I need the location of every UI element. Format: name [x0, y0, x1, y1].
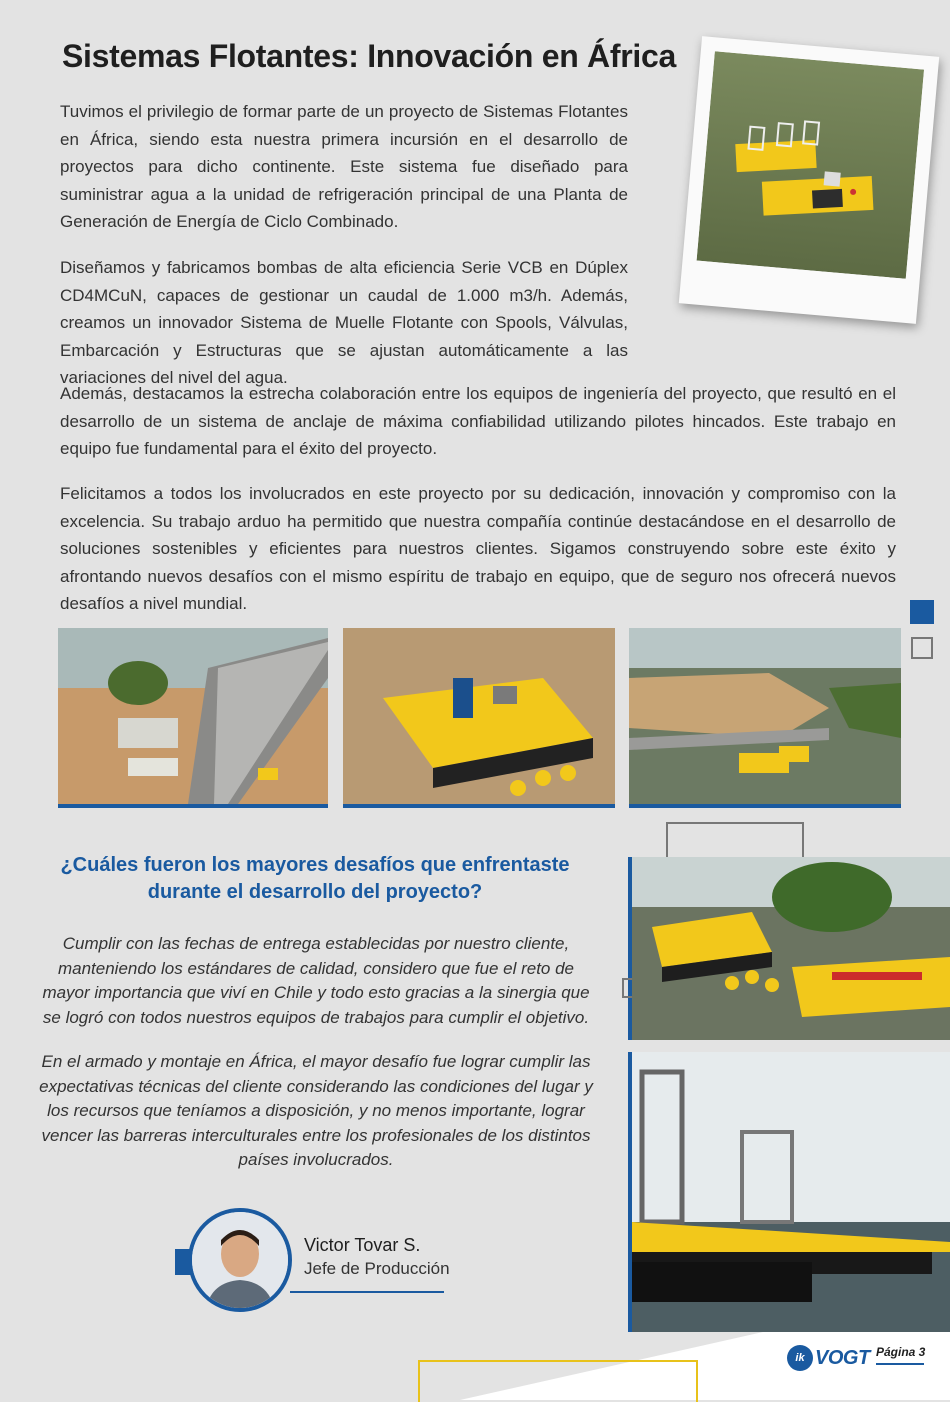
photo-platforms-shoreline	[632, 857, 950, 1040]
person-portrait	[192, 1212, 288, 1308]
footer-yellow-frame	[418, 1360, 698, 1402]
photo-pump-platform	[343, 628, 615, 808]
aerial-floating-platform-photo	[697, 51, 925, 279]
page-number: Página 3	[876, 1345, 926, 1359]
logo-badge: ik	[787, 1345, 813, 1371]
decorative-bracket	[622, 978, 632, 998]
decorative-blue-square	[910, 600, 934, 624]
polaroid-photo-frame	[679, 36, 939, 324]
article-title: Sistemas Flotantes: Innovación en África	[62, 38, 676, 74]
article-paragraph-2: Diseñamos y fabricamos bombas de alta eficiencia Serie VCB en Dúplex CD4MCuN, capaces de gestionar un caudal de 1.000 m3/h. Además, creamos un innovador Sistema de Muelle Flotante con Spools, Válvulas, Embarcación y Estructuras que se ajustan automáticamente a las variaciones del nivel del agua.	[60, 258, 628, 387]
photo-floating-dock-water	[632, 1052, 950, 1332]
interview-answer-2: En el armado y montaje en África, el mayor desafío fue lograr cumplir las expectativas técnicas del cliente considerando las condiciones del lugar y los recursos que teníamos a disposición, y no menos importante, lograr vencer las barreras interculturales entre los profesionales de los distintos países involucrados.	[39, 1052, 593, 1169]
name-underline	[290, 1291, 444, 1293]
article-paragraph-3: Además, destacamos la estrecha colaboración entre los equipos de ingeniería del proyecto, que resultó en el desarrollo de un sistema de anclaje de máxima confiabilidad utilizando pilotes hincados. Este trabajo en equipo fue fundamental para el éxito del proyecto.	[60, 384, 896, 458]
decorative-outline-square	[911, 637, 933, 659]
photo-bridge-construction-site	[58, 628, 328, 808]
logo-wordmark: VOGT	[815, 1346, 870, 1369]
page-number-underline	[876, 1363, 924, 1365]
article-paragraph-1: Tuvimos el privilegio de formar parte de un proyecto de Sistemas Flotantes en África, siendo esta nuestra primera incursión en el desarrollo de proyectos para dicho continente. Este sistema fue diseñado para suministrar agua a la unidad de refrigeración principal de una Planta de Generación de Energía de Ciclo Combinado.	[60, 102, 628, 231]
avatar	[188, 1208, 292, 1312]
company-logo	[787, 1345, 870, 1371]
article-paragraph-4: Felicitamos a todos los involucrados en este proyecto por su dedicación, innovación y compromiso con la excelencia. Su trabajo arduo ha permitido que nuestra compañía continúe destacándose en el desarrollo de soluciones sostenibles y eficientes para nuestros clientes. Sigamos construyendo sobre este éxito y afrontando nuevos desafíos con el mismo espíritu de trabajo en equipo, que de seguro nos ofrecerá nuevos desafíos a nivel mundial.	[60, 484, 896, 613]
person-role: Jefe de Producción	[304, 1259, 450, 1278]
photo-aerial-lagoon-bridge	[629, 628, 901, 808]
interview-question: ¿Cuáles fueron los mayores desafíos que enfrentaste durante el desarrollo del proyecto?	[60, 854, 570, 903]
person-name: Victor Tovar S.	[304, 1235, 421, 1255]
interview-answer-1: Cumplir con las fechas de entrega establecidas por nuestro cliente, manteniendo los estándares de calidad, considero que fue el reto de mayor importancia que viví en Chile y todo esto gracias a la sinergia que se logró con todos nuestros equipos de trabajos para cumplir el objetivo.	[42, 934, 590, 1027]
